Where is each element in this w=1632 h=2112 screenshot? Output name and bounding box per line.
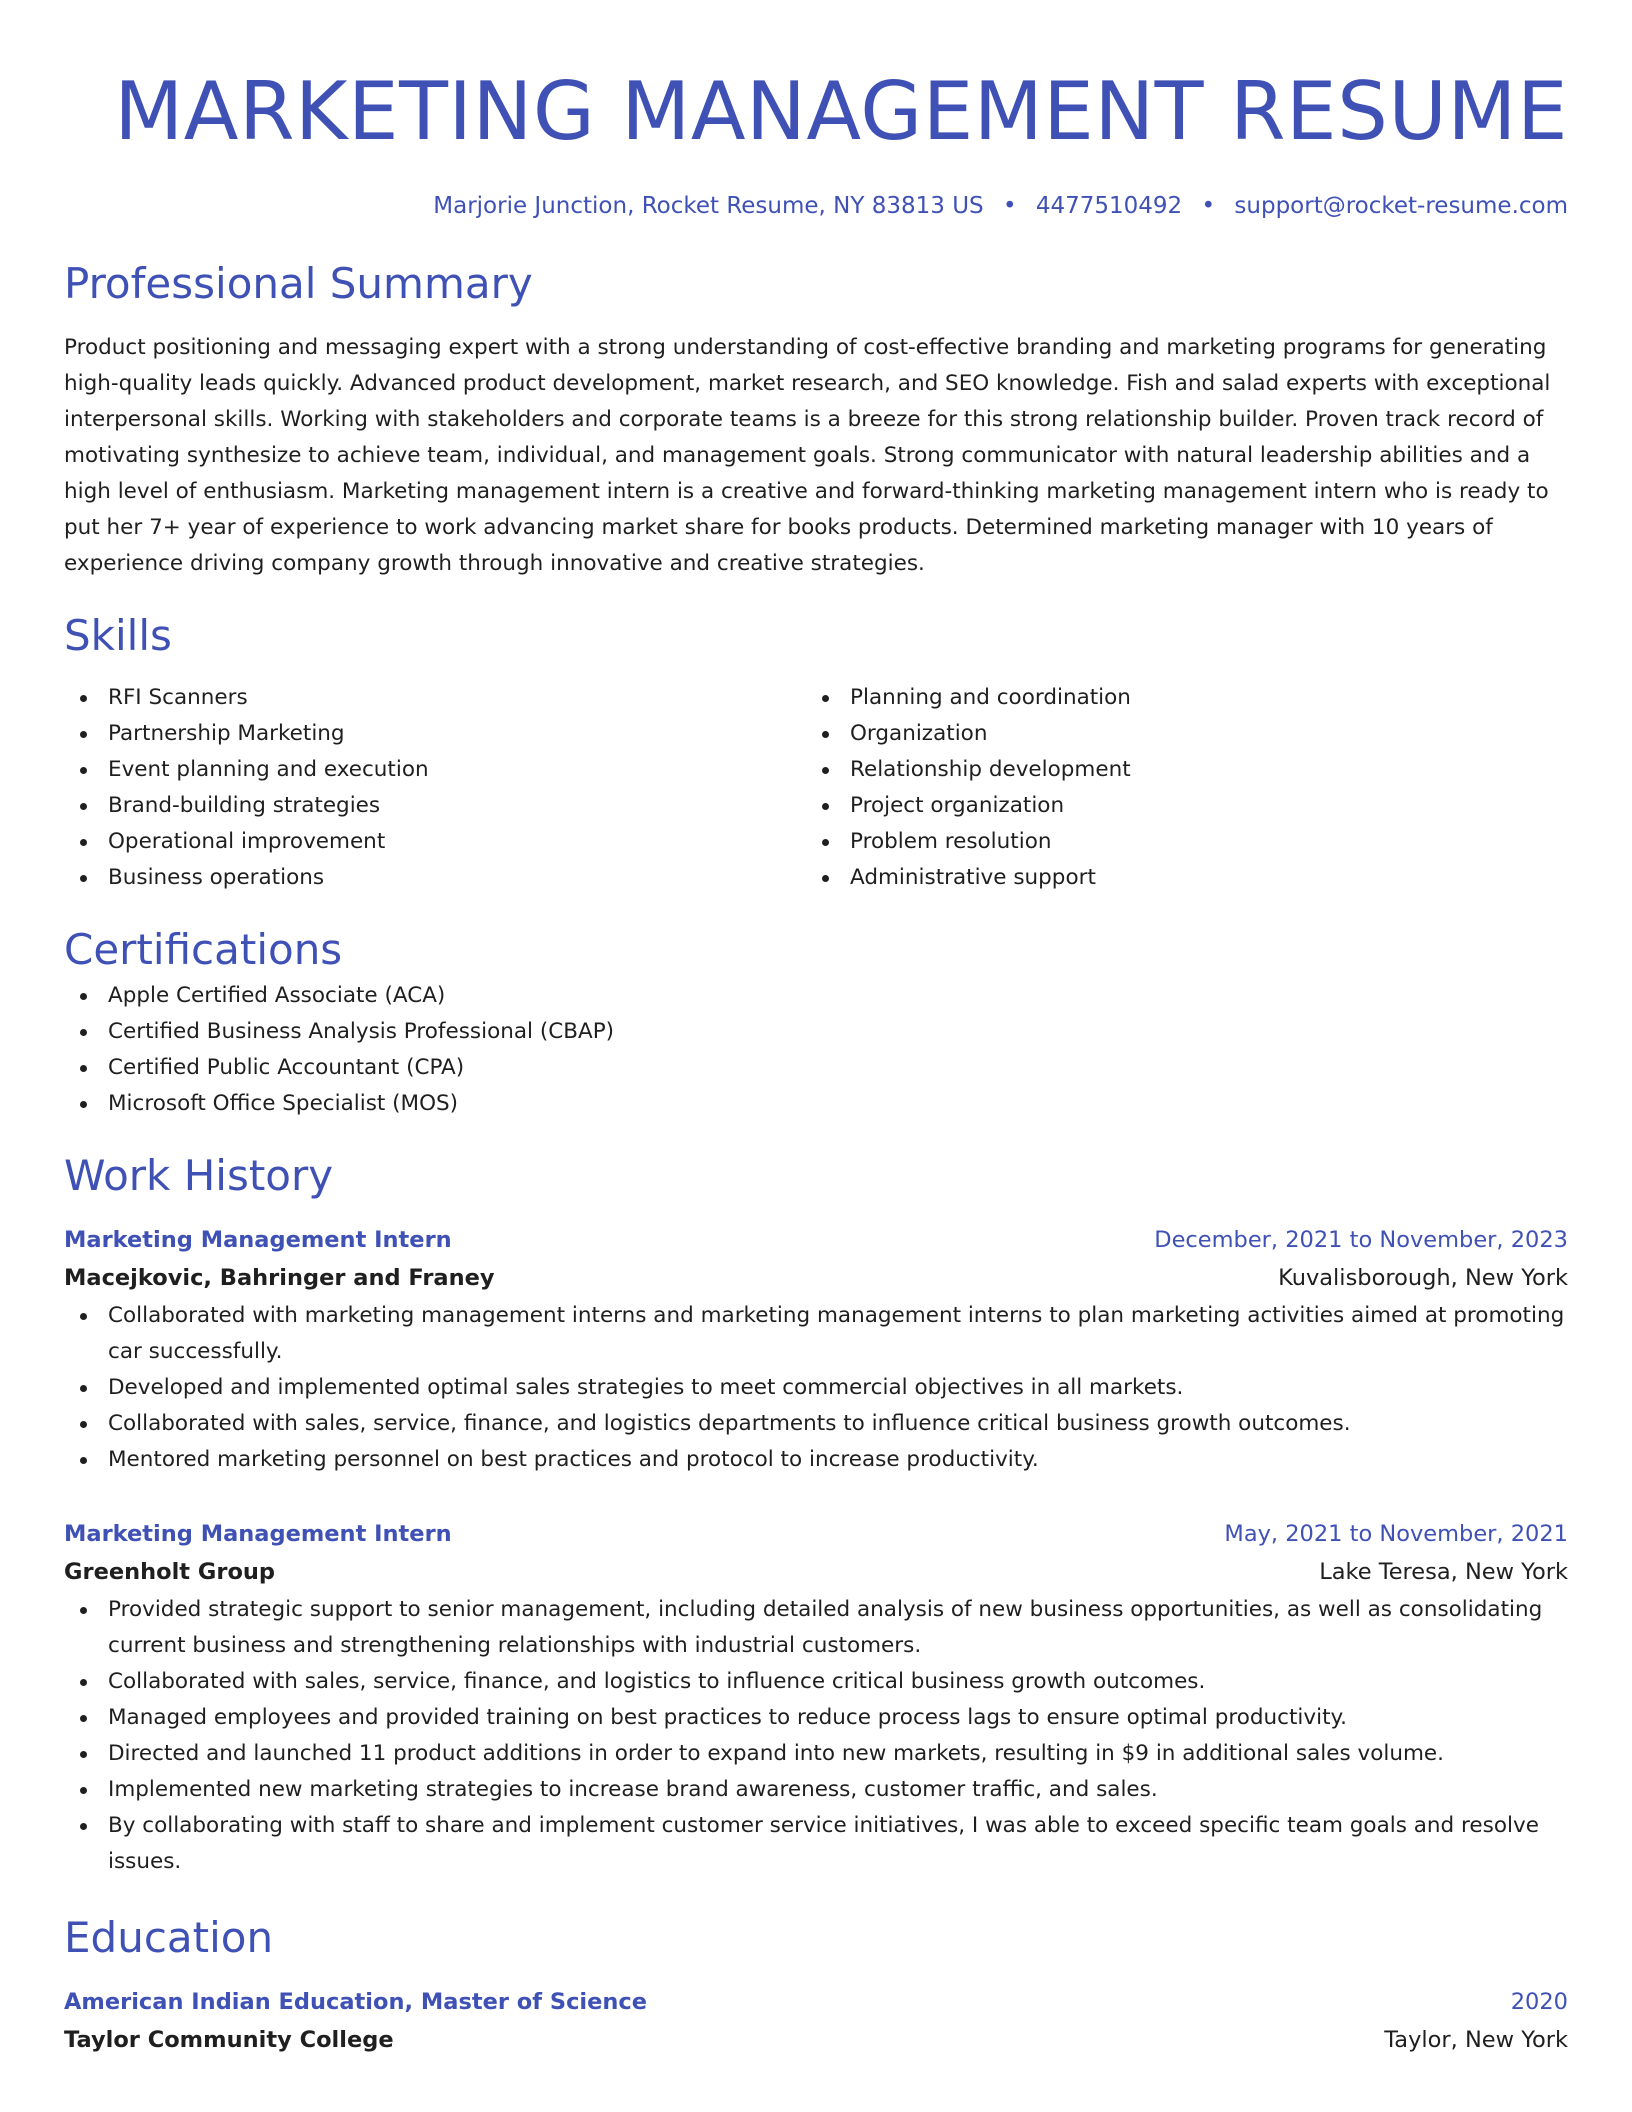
skill-item: Event planning and execution — [64, 752, 806, 788]
contact-separator: • — [1002, 193, 1017, 219]
job-bullet: Provided strategic support to senior management, including detailed analysis of new business opportunities, as well as consolidating current business and strengthening relationships with industrial customers. — [64, 1592, 1568, 1664]
job-title: Marketing Management Intern — [64, 1521, 452, 1547]
job-dates: May, 2021 to November, 2021 — [1224, 1521, 1568, 1547]
job-bullet: Collaborated with sales, service, finance, and logistics departments to influence critical business growth outcomes. — [64, 1406, 1568, 1442]
certifications-list — [64, 978, 1568, 1122]
skill-item: Relationship development — [806, 752, 1548, 788]
skill-item: Organization — [806, 716, 1548, 752]
certification-item: Certified Public Accountant (CPA) — [64, 1050, 1568, 1086]
job-bullet-list — [64, 1298, 1568, 1478]
section-title-work-history: Work History — [64, 1151, 334, 1200]
job-company-row — [64, 1258, 1568, 1298]
resume-name: MARKETING MANAGEMENT RESUME — [114, 65, 1568, 158]
job-bullet: Collaborated with sales, service, finance, and logistics to influence critical business growth outcomes. — [64, 1664, 1568, 1700]
job-bullet: Developed and implemented optimal sales strategies to meet commercial objectives in all markets. — [64, 1370, 1568, 1406]
contact-phone[interactable]: 4477510492 — [1035, 193, 1183, 219]
contact-line — [64, 190, 1568, 222]
section-title-summary: Professional Summary — [64, 259, 533, 308]
job-header-row — [64, 1222, 1568, 1258]
certification-item: Microsoft Office Specialist (MOS) — [64, 1086, 1568, 1122]
section-title-education: Education — [64, 1913, 274, 1962]
job-header-row — [64, 1516, 1568, 1552]
certifications-section — [64, 922, 1568, 1122]
education-degree: American Indian Education, Master of Science — [64, 1989, 648, 2015]
job-bullet: Managed employees and provided training on best practices to reduce process lags to ensure optimal productivity. — [64, 1700, 1568, 1736]
job-bullet: Directed and launched 11 product additions in order to expand into new markets, resulting in $9 in additional sales volume. — [64, 1736, 1568, 1772]
job-company: Macejkovic, Bahringer and Franey — [64, 1265, 495, 1291]
job-location: Lake Teresa, New York — [1319, 1559, 1568, 1585]
skill-item: Partnership Marketing — [64, 716, 806, 752]
professional-summary-section — [64, 256, 1568, 582]
contact-email[interactable]: support@rocket-resume.com — [1234, 193, 1568, 219]
section-title-certifications: Certifications — [64, 925, 343, 974]
skill-item: Brand-building strategies — [64, 788, 806, 824]
skills-grid — [64, 680, 1568, 896]
resume-header — [64, 56, 1568, 222]
skills-list-left — [64, 680, 806, 896]
skill-item: Operational improvement — [64, 824, 806, 860]
job-bullet: Collaborated with marketing management interns and marketing management interns to plan marketing activities aimed at promoting car successfully. — [64, 1298, 1568, 1370]
job-title: Marketing Management Intern — [64, 1227, 452, 1253]
job-entry — [64, 1222, 1568, 1478]
job-dates: December, 2021 to November, 2023 — [1154, 1227, 1568, 1253]
skill-item: Problem resolution — [806, 824, 1548, 860]
skills-section — [64, 608, 1568, 896]
certification-item: Apple Certified Associate (ACA) — [64, 978, 1568, 1014]
job-company: Greenholt Group — [64, 1559, 276, 1585]
certification-item: Certified Business Analysis Professional (CBAP) — [64, 1014, 1568, 1050]
education-year: 2020 — [1510, 1989, 1568, 2015]
skill-item: Business operations — [64, 860, 806, 896]
skills-list-right — [806, 680, 1548, 896]
education-section — [64, 1910, 1568, 2060]
job-location: Kuvalisborough, New York — [1278, 1265, 1568, 1291]
education-location: Taylor, New York — [1384, 2027, 1568, 2053]
education-entry — [64, 1984, 1568, 2060]
job-entry — [64, 1516, 1568, 1880]
job-bullet: By collaborating with staff to share and implement customer service initiatives, I was able to exceed specific team goals and resolve issues. — [64, 1808, 1568, 1880]
education-school: Taylor Community College — [64, 2027, 394, 2053]
job-bullet: Implemented new marketing strategies to increase brand awareness, customer traffic, and sales. — [64, 1772, 1568, 1808]
contact-address: Marjorie Junction, Rocket Resume, NY 83813 US — [433, 193, 984, 219]
education-school-row — [64, 2020, 1568, 2060]
education-header-row — [64, 1984, 1568, 2020]
skill-item: Planning and coordination — [806, 680, 1548, 716]
job-company-row — [64, 1552, 1568, 1592]
skill-item: RFI Scanners — [64, 680, 806, 716]
skill-item: Administrative support — [806, 860, 1548, 896]
section-title-skills: Skills — [64, 611, 172, 660]
summary-text: Product positioning and messaging expert with a strong understanding of cost-effective branding and marketing programs for generating high-quality leads quickly. Advanced product development, market research, and SEO knowledge. Fish and salad experts with exceptional interpersonal skills. Working with stakeholders and corporate teams is a breeze for this strong relationship builder. Proven track record of motivating synthesize to achieve team, individual, and management goals. Strong communicator with natural leadership abilities and a high level of enthusiasm. Marketing management intern is a creative and forward-thinking marketing management intern who is ready to put her 7+ year of experience to work advancing market share for books products. Determined marketing manager with 10 years of experience driving company growth through innovative and creative strategies. — [64, 335, 1551, 576]
contact-separator: • — [1201, 193, 1216, 219]
skill-item: Project organization — [806, 788, 1548, 824]
job-bullet: Mentored marketing personnel on best practices and protocol to increase productivity. — [64, 1442, 1568, 1478]
work-history-section — [64, 1148, 1568, 1880]
job-bullet-list — [64, 1592, 1568, 1880]
